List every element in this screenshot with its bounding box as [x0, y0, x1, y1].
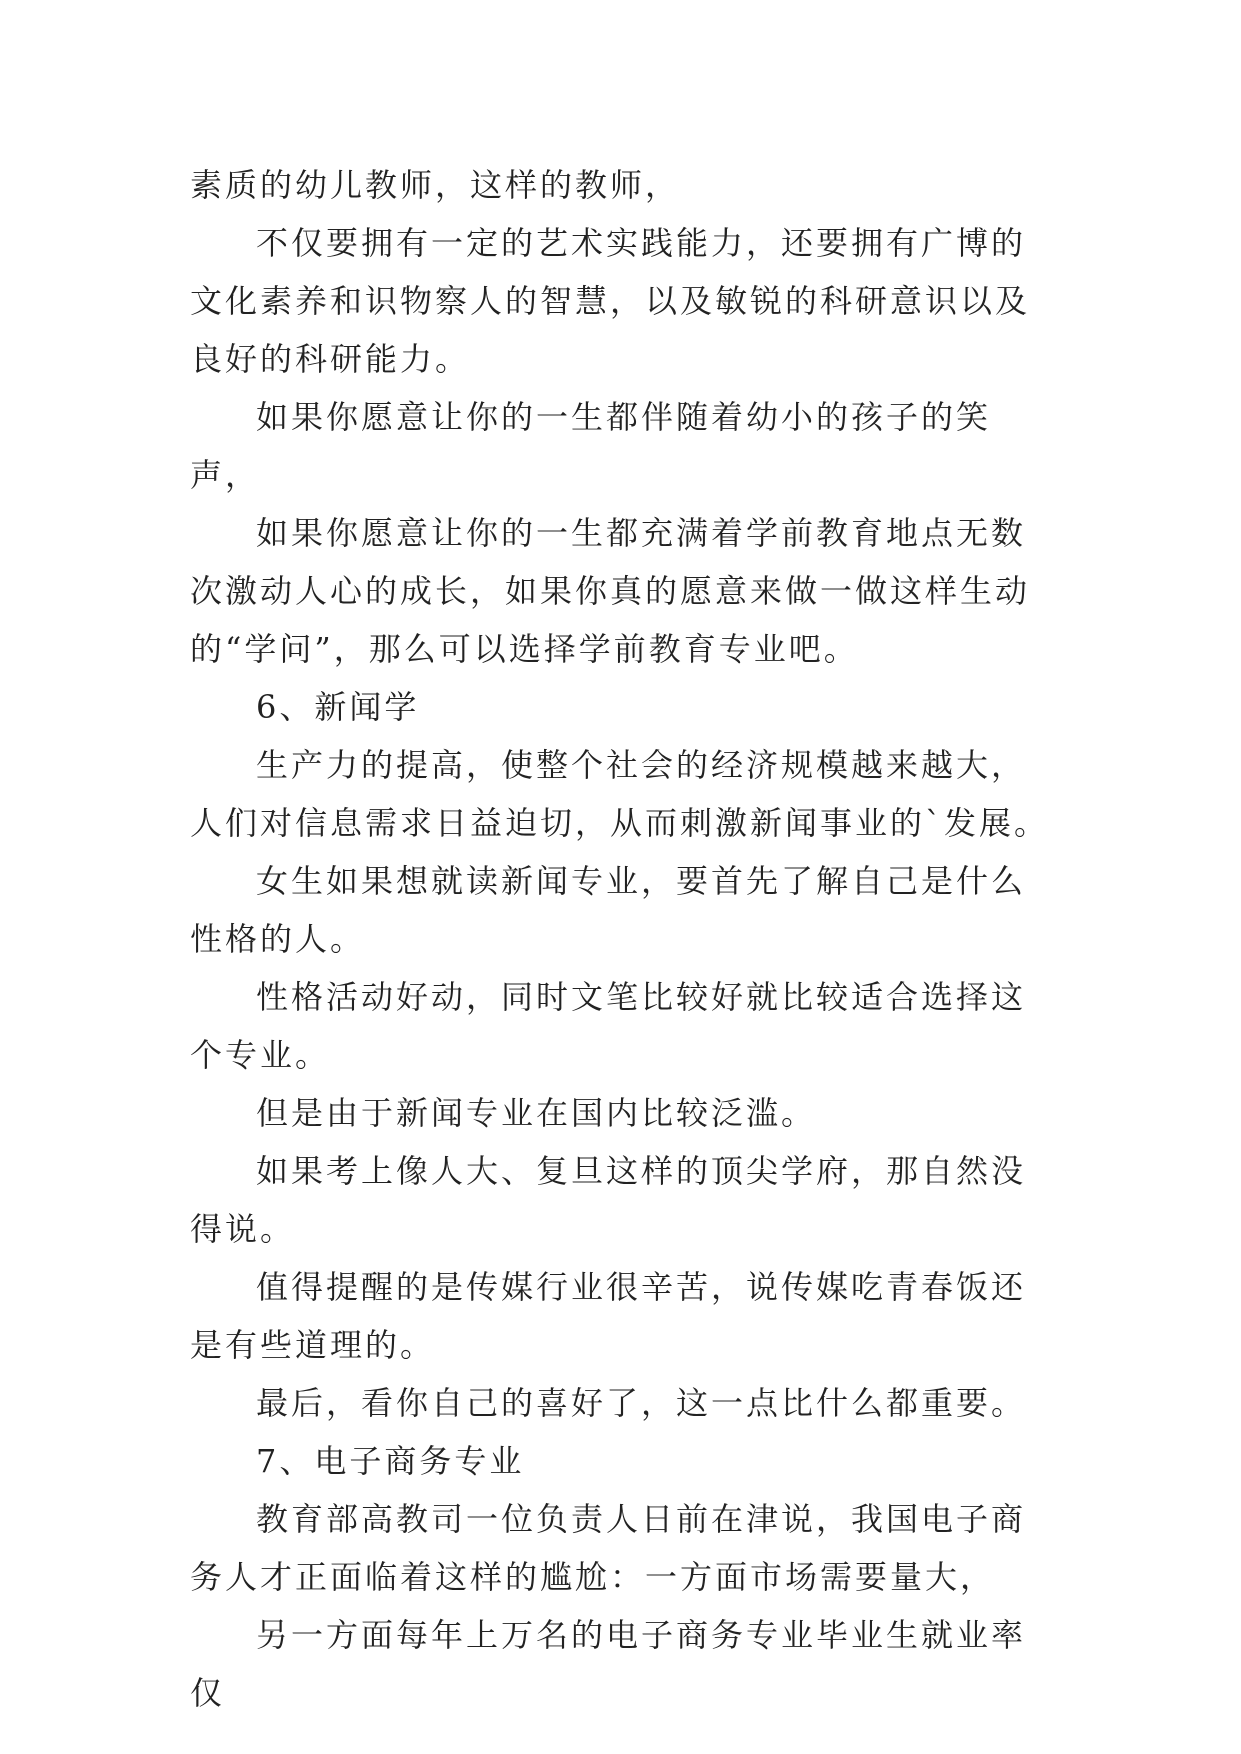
paragraph: 但是由于新闻专业在国内比较泛滥。: [256, 1094, 817, 1132]
section-heading: 6、新闻学: [256, 688, 420, 726]
paragraph: 女生如果想就读新闻专业，要首先了解自己是什么性格的人。: [190, 862, 1027, 958]
paragraph: 如果你愿意让你的一生都充满着学前教育地点无数次激动人心的成长，如果你真的愿意来做一做这样生动的“学问”，那么可以选择学前教育专业吧。: [190, 514, 1031, 668]
paragraph: 生产力的提高，使整个社会的经济规模越来越大，人们对信息需求日益迫切，从而刺激新闻事业的`发展。: [190, 746, 1050, 842]
paragraph: 教育部高教司一位负责人日前在津说，我国电子商务人才正面临着这样的尴尬：一方面市场需要量大，: [190, 1500, 1027, 1596]
paragraph: 素质的幼儿教师，这样的教师，: [190, 166, 681, 204]
section-heading: 7、电子商务专业: [256, 1442, 525, 1480]
paragraph: 如果考上像人大、复旦这样的顶尖学府，那自然没得说。: [190, 1152, 1027, 1248]
document-body: [190, 156, 1056, 1722]
paragraph: 不仅要拥有一定的艺术实践能力，还要拥有广博的文化素养和识物察人的智慧，以及敏锐的科研意识以及良好的科研能力。: [190, 224, 1031, 378]
paragraph: 值得提醒的是传媒行业很辛苦，说传媒吃青春饭还是有些道理的。: [190, 1268, 1027, 1364]
paragraph: 最后，看你自己的喜好了，这一点比什么都重要。: [256, 1384, 1027, 1422]
paragraph: 性格活动好动，同时文笔比较好就比较适合选择这个专业。: [190, 978, 1027, 1074]
paragraph: 如果你愿意让你的一生都伴随着幼小的孩子的笑声，: [190, 398, 992, 494]
paragraph: 另一方面每年上万名的电子商务专业毕业生就业率仅: [190, 1616, 1027, 1712]
